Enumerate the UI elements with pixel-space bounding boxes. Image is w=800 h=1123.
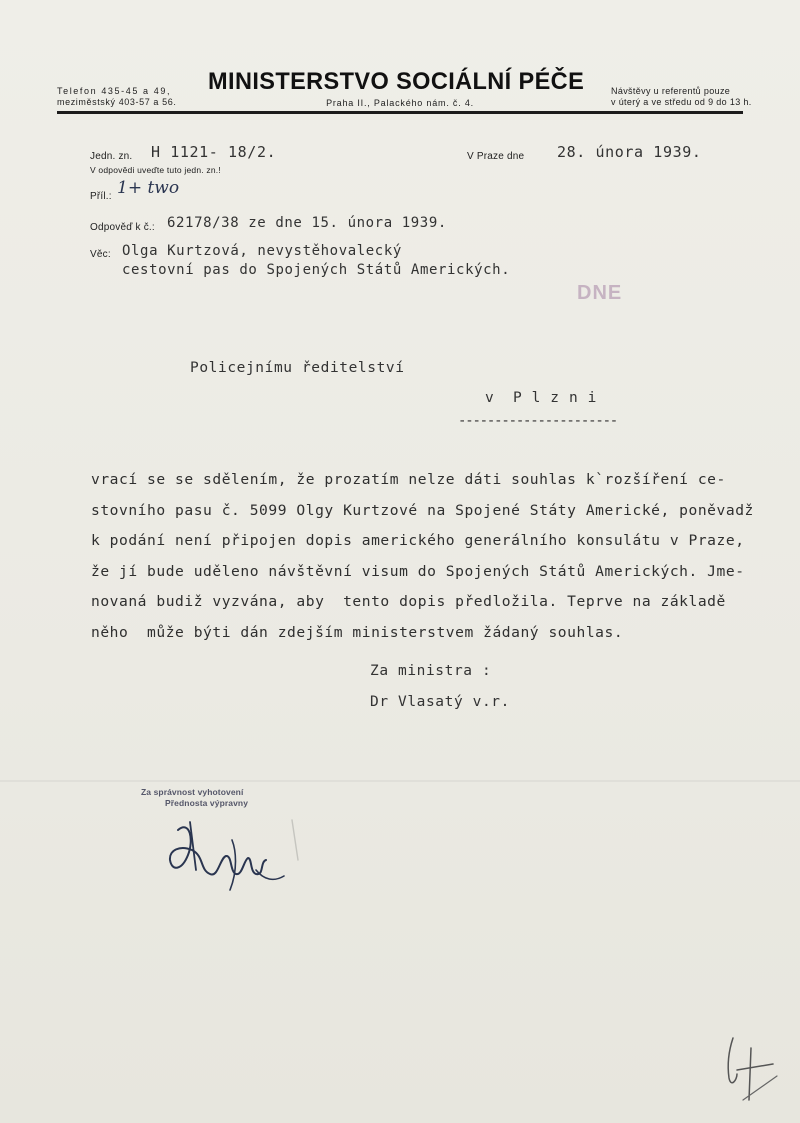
visits-line-2: v úterý a ve středu od 9 do 13 h. [611,97,752,107]
place-label: V Praze dne [467,151,525,162]
handwritten-signature-icon [160,800,300,900]
dne-stamp: DNE [577,282,623,304]
ministry-address: Praha II., Palackého nám. č. 4. [326,98,474,108]
body-line: k podání není připojen dopis amerického generálního konsulátu v Praze, [91,532,745,550]
body-line: něho může býti dán zdejším ministerstvem žádaný souhlas. [91,623,624,641]
reply-value: 62178/38 ze dne 15. února 1939. [167,215,447,231]
closing-signature: Dr Vlasatý v.r. [370,694,510,710]
subject-label: Věc: [90,249,111,260]
ministry-title: MINISTERSTVO SOCIÁLNÍ PÉČE [208,68,585,95]
body-line: vrací se se sdělením, že prozatím nelze dáti souhlas k`rozšíření ce- [91,471,726,488]
visits-line-1: Návštěvy u referentů pouze [611,86,731,96]
attachments-label: Příl.: [90,191,112,202]
certification-line-2: Přednosta výpravny [165,798,249,808]
body-line: stovního pasu č. 5099 Olgy Kurtzové na Spojené Státy Americké, poněvadž [91,501,754,519]
letter-body [91,465,791,649]
certification-line-1: Za správnost vyhotovení [141,787,244,797]
ref-note: V odpovědi uveďte tuto jedn. zn.! [90,165,221,175]
ref-label: Jedn. zn. [90,151,133,162]
subject-line-1: Olga Kurtzová, nevystěhovalecký [122,243,402,259]
subject-line-2: cestovní pas do Spojených Států Amerických. [122,262,511,278]
ref-value: H 1121- 18/2. [151,143,277,161]
phone-line-1: Telefon 435-45 a 49, [57,86,172,96]
body-line: novaná budiž vyzvána, aby tento dopis předložila. Teprve na základě [91,593,726,611]
pencil-mark-icon [715,1030,785,1110]
date-value: 28. února 1939. [557,143,702,161]
letterhead-visits [611,86,752,108]
reply-label: Odpověď k č.: [90,222,155,233]
phone-line-2: meziměstský 403-57 a 56. [57,97,177,107]
addressee-line-1: Policejnímu ředitelství [190,360,405,376]
closing-line-1: Za ministra : [370,663,492,679]
letterhead-rule [57,111,743,114]
addressee-underline: ---------------------- [458,413,618,429]
letterhead-phone [57,86,176,108]
paper-fold [0,780,800,782]
attachments-handwritten: 1+ two [117,178,180,198]
addressee-line-2: v P l z n i [485,390,597,406]
body-line: že jí bude uděleno návštěvní visum do Spojených Států Amerických. Jme- [91,562,745,580]
